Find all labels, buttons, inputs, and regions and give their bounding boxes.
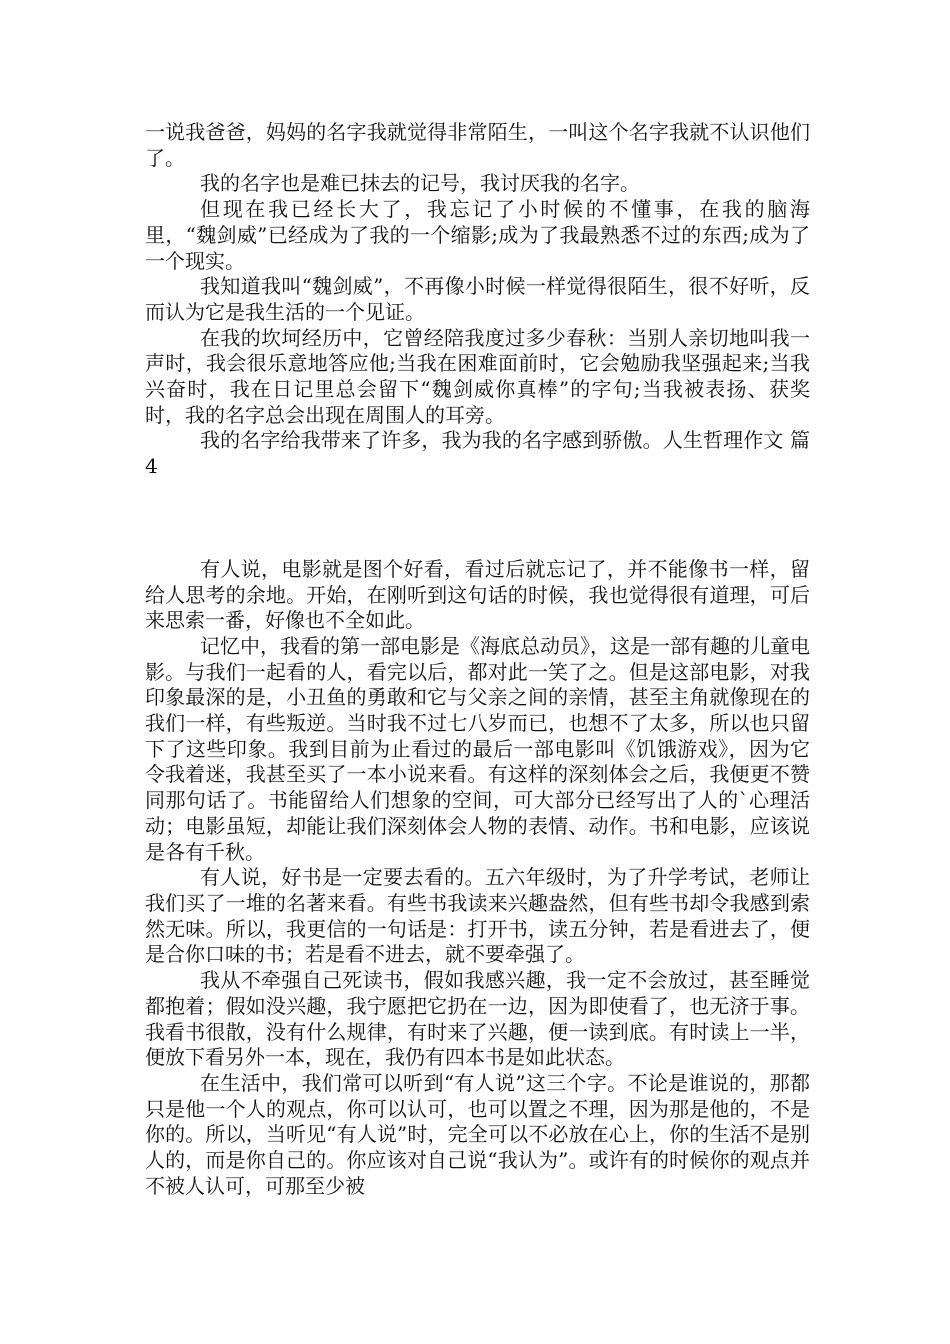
paragraph: 但现在我已经长大了，我忘记了小时候的不懂事，在我的脑海里，“魏剑威”已经成为了我的一个缩影;成为了我最熟悉不过的东西;成为了一个现实。 [145,197,810,273]
paragraph: 在我的坎坷经历中，它曾经陪我度过多少春秋：当别人亲切地叫我一声时，我会很乐意地答应他;当我在困难面前时，它会勉励我坚强起来;当我兴奋时，我在日记里总会留下“魏剑威你真棒”的字句;当我被表扬、获奖时，我的名字总会出现在周围人的耳旁。 [145,325,810,427]
document-page [145,120,810,1199]
section-essay-4 [145,557,810,1200]
paragraph: 记忆中，我看的第一部电影是《海底总动员》，这是一部有趣的儿童电影。与我们一起看的人，看完以后，都对此一笑了之。但是这部电影，对我印象最深的是，小丑鱼的勇敢和它与父亲之间的亲情，甚至主角就像现在的我们一样，有些叛逆。当时我不过七八岁而已，也想不了太多，所以也只留下了这些印象。我到目前为止看过的最后一部电影叫《饥饿游戏》，因为它令我着迷，我甚至买了一本小说来看。有这样的深刻体会之后，我便更不赞同那句话了。书能留给人们想象的空间，可大部分已经写出了人的`心理活动；电影虽短，却能让我们深刻体会人物的表情、动作。书和电影，应该说是各有千秋。 [145,633,810,864]
section-name-essay-ending [145,120,810,480]
paragraph: 我的名字给我带来了许多，我为我的名字感到骄傲。人生哲理作文 篇4 [145,428,810,479]
paragraph: 我的名字也是难已抹去的记号，我讨厌我的名字。 [200,171,640,196]
paragraph: 我知道我叫“魏剑威”，不再像小时候一样觉得很陌生，很不好听，反而认为它是我生活的一个见证。 [145,274,810,324]
paragraph: 一说我爸爸，妈妈的名字我就觉得非常陌生，一叫这个名字我就不认识他们了。 [145,120,810,170]
paragraph: 有人说，电影就是图个好看，看过后就忘记了，并不能像书一样，留给人思考的余地。开始，在刚听到这句话的时候，我也觉得很有道理，可后来思索一番，好像也不全如此。 [145,556,810,633]
paragraph: 有人说，好书是一定要去看的。五六年级时，为了升学考试，老师让我们买了一堆的名著来看。有些书我读来兴趣盎然，但有些书却令我感到索然无味。所以，我更信的一句话是：打开书，读五分钟，若是看进去了，便是合你口味的书；若是看不进去，就不要牵强了。 [145,865,810,967]
section-gap [145,480,810,557]
paragraph: 我从不牵强自己死读书，假如我感兴趣，我一定不会放过，甚至睡觉都抱着；假如没兴趣，我宁愿把它扔在一边，因为即使看了，也无济于事。我看书很散，没有什么规律，有时来了兴趣，便一读到底。有时读上一半，便放下看另外一本，现在，我仍有四本书是如此状态。 [145,968,810,1070]
paragraph: 在生活中，我们常可以听到“有人说”这三个字。不论是谁说的，那都只是他一个人的观点，你可以认可，也可以置之不理，因为那是他的，不是你的。所以，当听见“有人说”时，完全可以不必放在心上，你的生活不是别人的，而是你自己的。你应该对自己说“我认为”。或许有的时候你的观点并不被人认可，可那至少被 [145,1070,810,1198]
